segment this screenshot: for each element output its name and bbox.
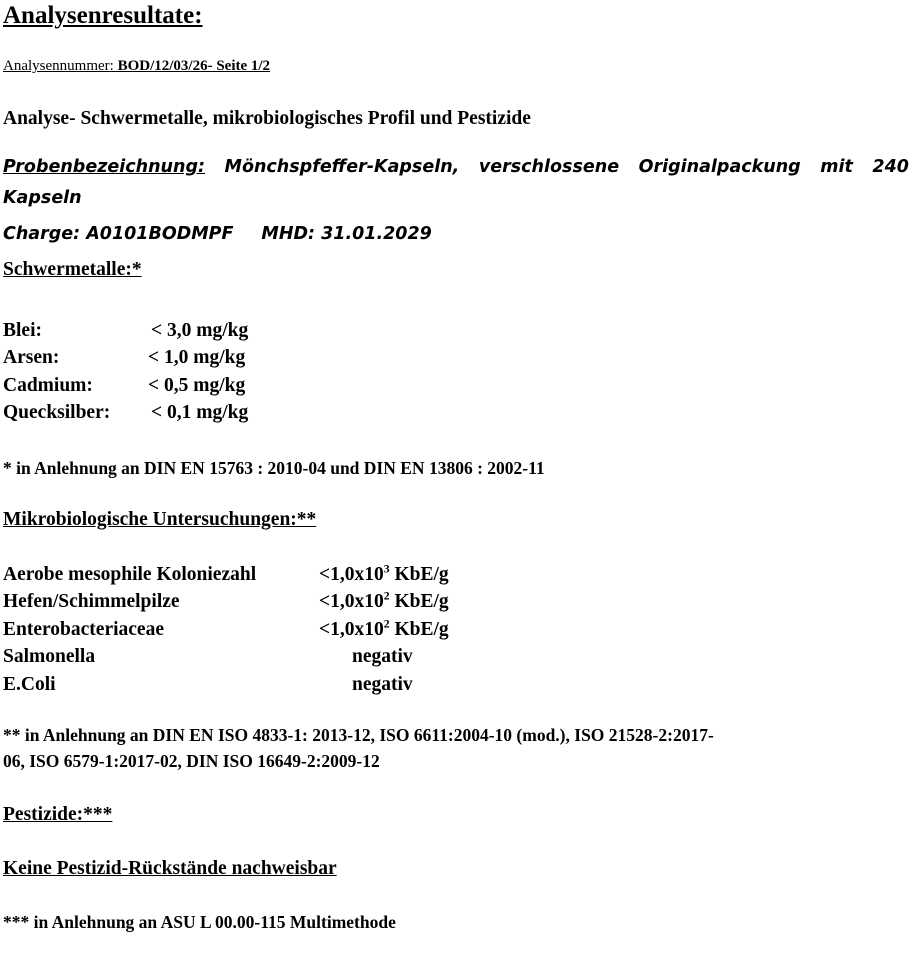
heavy-metal-name: Blei: bbox=[3, 320, 42, 341]
charge-line bbox=[3, 224, 432, 244]
pesticides-footnote: *** in Anlehnung an ASU L 00.00-115 Multimethode bbox=[3, 912, 396, 932]
mhd-value: MHD: 31.01.2029 bbox=[261, 224, 432, 244]
micro-value: $<1,0x10^2$ KbE/g bbox=[319, 617, 449, 640]
analysis-number-label: Analysennummer: bbox=[3, 58, 118, 74]
micro-value: negativ bbox=[352, 674, 413, 695]
sample-word: verschlossene bbox=[478, 157, 620, 177]
charge-value: Charge: A0101BODMPF bbox=[3, 224, 234, 244]
heavy-metal-value: < 0,5 mg/kg bbox=[148, 375, 246, 396]
micro-value: negativ bbox=[352, 646, 413, 667]
document-title: Analysenresultate: bbox=[3, 2, 203, 29]
sample-description-line2: Kapseln bbox=[3, 188, 82, 208]
heavy-metal-name: Quecksilber: bbox=[3, 402, 111, 423]
sample-word: 240 bbox=[872, 157, 909, 177]
microbiology-heading: Mikrobiologische Untersuchungen:** bbox=[3, 509, 317, 530]
heavy-metal-value: < 3,0 mg/kg bbox=[151, 320, 249, 341]
sample-description-line1 bbox=[3, 157, 909, 177]
sample-word: Mönchspfeffer-Kapseln, bbox=[224, 157, 460, 177]
analysis-subject: Analyse- Schwermetalle, mikrobiologisches Profil und Pestizide bbox=[3, 108, 531, 129]
pesticides-heading: Pestizide:*** bbox=[3, 804, 113, 825]
heavy-metals-heading: Schwermetalle:* bbox=[3, 259, 142, 280]
sample-word: mit bbox=[820, 157, 853, 177]
heavy-metal-name: Cadmium: bbox=[3, 375, 93, 396]
analysis-number-value: BOD/12/03/26- Seite 1/2 bbox=[117, 58, 271, 74]
microbiology-footnote-line2: 06, ISO 6579-1:2017-02, DIN ISO 16649-2:2009-12 bbox=[3, 751, 380, 771]
micro-name: Salmonella bbox=[3, 646, 96, 667]
micro-name: Aerobe mesophile Koloniezahl bbox=[3, 564, 257, 585]
micro-name: E.Coli bbox=[3, 674, 56, 695]
pesticides-result: Keine Pestizid-Rückstände nachweisbar bbox=[3, 858, 337, 879]
microbiology-footnote-line1: ** in Anlehnung an DIN EN ISO 4833-1: 2013-12, ISO 6611:2004-10 (mod.), ISO 21528-2:2017- bbox=[3, 725, 714, 745]
micro-value: $<1,0x10^2$ KbE/g bbox=[319, 589, 449, 612]
heavy-metal-value: < 0,1 mg/kg bbox=[151, 402, 249, 423]
heavy-metals-footnote: * in Anlehnung an DIN EN 15763 : 2010-04 und DIN EN 13806 : 2002-11 bbox=[3, 458, 545, 478]
micro-name: Enterobacteriaceae bbox=[3, 619, 164, 640]
sample-word: Originalpackung bbox=[638, 157, 801, 177]
heavy-metal-name: Arsen: bbox=[3, 347, 60, 368]
heavy-metal-value: < 1,0 mg/kg bbox=[148, 347, 246, 368]
analysis-number bbox=[3, 58, 270, 75]
micro-value: $<1,0x10^3$ KbE/g bbox=[319, 562, 449, 585]
micro-name: Hefen/Schimmelpilze bbox=[3, 591, 180, 612]
sample-label: Probenbezeichnung: bbox=[3, 157, 205, 177]
